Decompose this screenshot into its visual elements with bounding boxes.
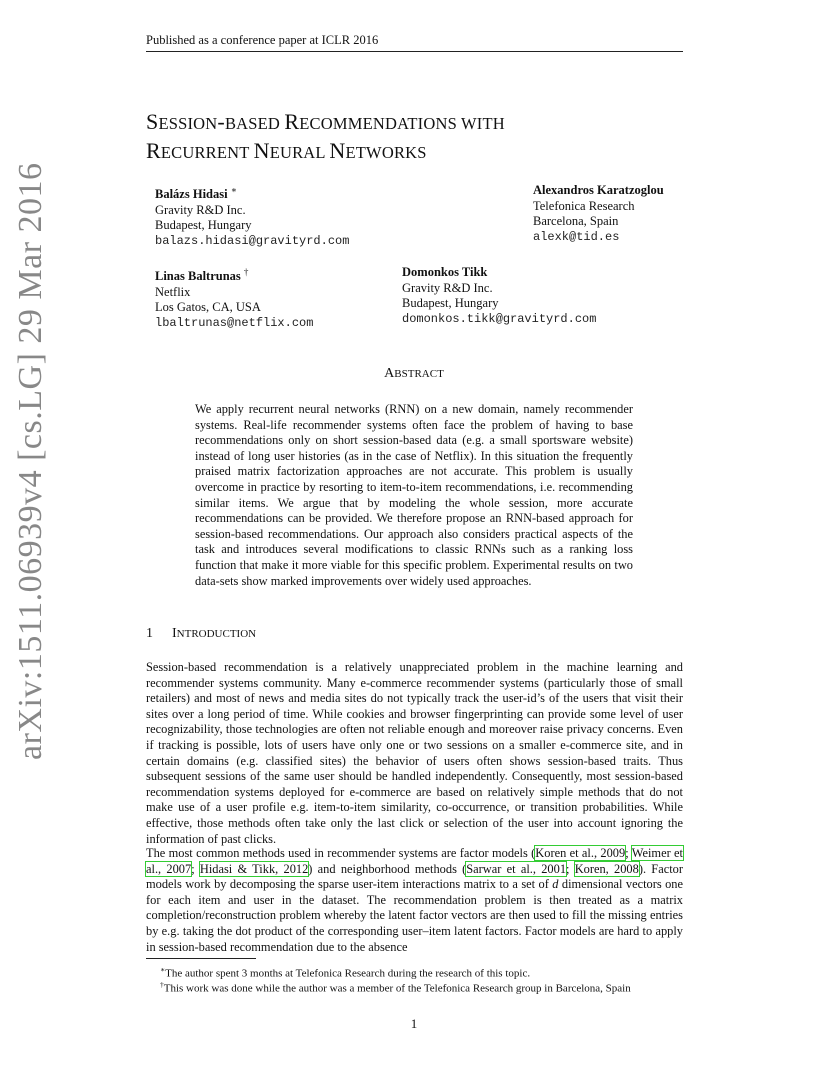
author-affiliation: Telefonica Research xyxy=(533,198,635,213)
running-header: Published as a conference paper at ICLR 2016 xyxy=(146,33,683,52)
author-block xyxy=(402,265,596,327)
author-location: Los Gatos, CA, USA xyxy=(155,300,261,315)
citation-link[interactable]: Koren, 2008 xyxy=(574,861,639,876)
author-location: Budapest, Hungary xyxy=(155,218,252,233)
citation-link[interactable]: Sarwar et al., 2001 xyxy=(466,861,567,876)
author-email[interactable]: domonkos.tikk@gravityrd.com xyxy=(402,311,597,326)
title-line-1: SESSION-BASED RECOMMENDATIONS WITH xyxy=(146,109,505,134)
author-affiliation: Gravity R&D Inc. xyxy=(402,280,493,295)
abstract-text: We apply recurrent neural networks (RNN) on a new domain, namely recommender systems. Real-life recommender systems often face the problem of having to base recommendations only on short session-based data (e.g. a small sportsware website) instead of long user histories (as in the case of Netflix). In this situation the frequently praised matrix factorization approaches are not accurate. This problem is usually overcome in practice by resorting to item-to-item recommendations, i.e. recommending similar items. We argue that by modeling the whole session, more accurate recommendations can be provided. We therefore propose an RNN-based approach for session-based recommendations. Our approach also considers practical aspects of the task and introduces several modifications to classic RNNs such as a ranking loss function that make it more viable for this specific problem. Experimental results on two data-sets show marked improvements over widely used approaches. xyxy=(195,402,633,588)
footnote-mark: † xyxy=(243,267,249,277)
author-block xyxy=(155,183,349,249)
citation-link[interactable]: Hidasi & Tikk, 2012 xyxy=(199,861,309,876)
author-email[interactable]: lbaltrunas@netflix.com xyxy=(155,315,314,330)
author-affiliation: Netflix xyxy=(155,284,191,299)
author-affiliation: Gravity R&D Inc. xyxy=(155,202,246,217)
author-email[interactable]: balazs.hidasi@gravityrd.com xyxy=(155,233,350,248)
intro-paragraph-2: The most common methods used in recommender systems are factor models (Koren et al., 2009; Weimer et al., 2007; Hidasi & Tikk, 2012) and neighborhood methods (Sarwar et al., 2001; Koren, 2008). Factor models work by decomposing the sparse user-item interactions matrix to a set of d dimensional vectors one for each item and user in the dataset. The recommendation problem is then treated as a matrix completion/reconstruction problem whereby the latent factor vectors are then used to fill the missing entries by e.g. taking the dot product of the corresponding user–item latent factors. Factor models are hard to apply in session-based recommendation due to the absence xyxy=(146,846,683,954)
footnote-mark: ∗ xyxy=(230,185,237,195)
intro-paragraph-1: Session-based recommendation is a relatively unappreciated problem in the machine learning and recommender systems community. Many e-commerce recommender systems (particularly those of small retailers) and most of news and media sites do not typically track the user-id’s of the users that visit their sites over a long period of time. While cookies and browser fingerprinting can provide some level of user recognizability, those technologies are often not reliable enough and moreover raise privacy concerns. Even if tracking is possible, lots of users have only one or two sessions on a smaller e-commerce site, and in certain domains (e.g. classified sites) the behavior of users often shows session-based traits. Thus subsequent sessions of the same user should be handled independently. Consequently, most session-based recommendation systems deployed for e-commerce are based on relatively simple methods that do not make use of a user profile e.g. item-to-item similarity, co-occurrence, or transition probabilities. While effective, those methods often take only the last click or selection of the user into account ignoring the information of past clicks. xyxy=(146,660,683,846)
page-number: 1 xyxy=(410,1016,418,1031)
footnote-2: †This work was done while the author was a member of the Telefonica Research group in Barcelona, Spain xyxy=(160,980,631,995)
author-location: Budapest, Hungary xyxy=(402,296,499,310)
citation-link[interactable]: Koren et al., 2009 xyxy=(535,846,626,860)
author-name: Domonkos Tikk xyxy=(402,265,488,279)
author-name: Alexandros Karatzoglou xyxy=(533,183,664,197)
footnote-rule xyxy=(146,958,256,959)
author-name: Linas Baltrunas xyxy=(155,269,241,284)
section-heading: 1 INTRODUCTION xyxy=(146,626,257,641)
author-email[interactable]: alexk@tid.es xyxy=(533,229,620,244)
citation-link[interactable]: Weimer et al., 2007 xyxy=(146,846,683,876)
abstract-heading: ABSTRACT xyxy=(384,366,444,381)
footnote-1: ∗The author spent 3 months at Telefonica Research during the research of this topic. xyxy=(160,965,531,980)
author-location: Barcelona, Spain xyxy=(533,214,619,228)
author-block xyxy=(533,183,664,245)
title-line-2: RECURRENT NEURAL NETWORKS xyxy=(146,138,427,163)
author-block xyxy=(155,265,313,331)
author-name: Balázs Hidasi xyxy=(155,187,228,202)
paper-title xyxy=(146,108,706,166)
arxiv-stamp: arXiv:1511.06939v4 [cs.LG] 29 Mar 2016 xyxy=(12,162,49,760)
